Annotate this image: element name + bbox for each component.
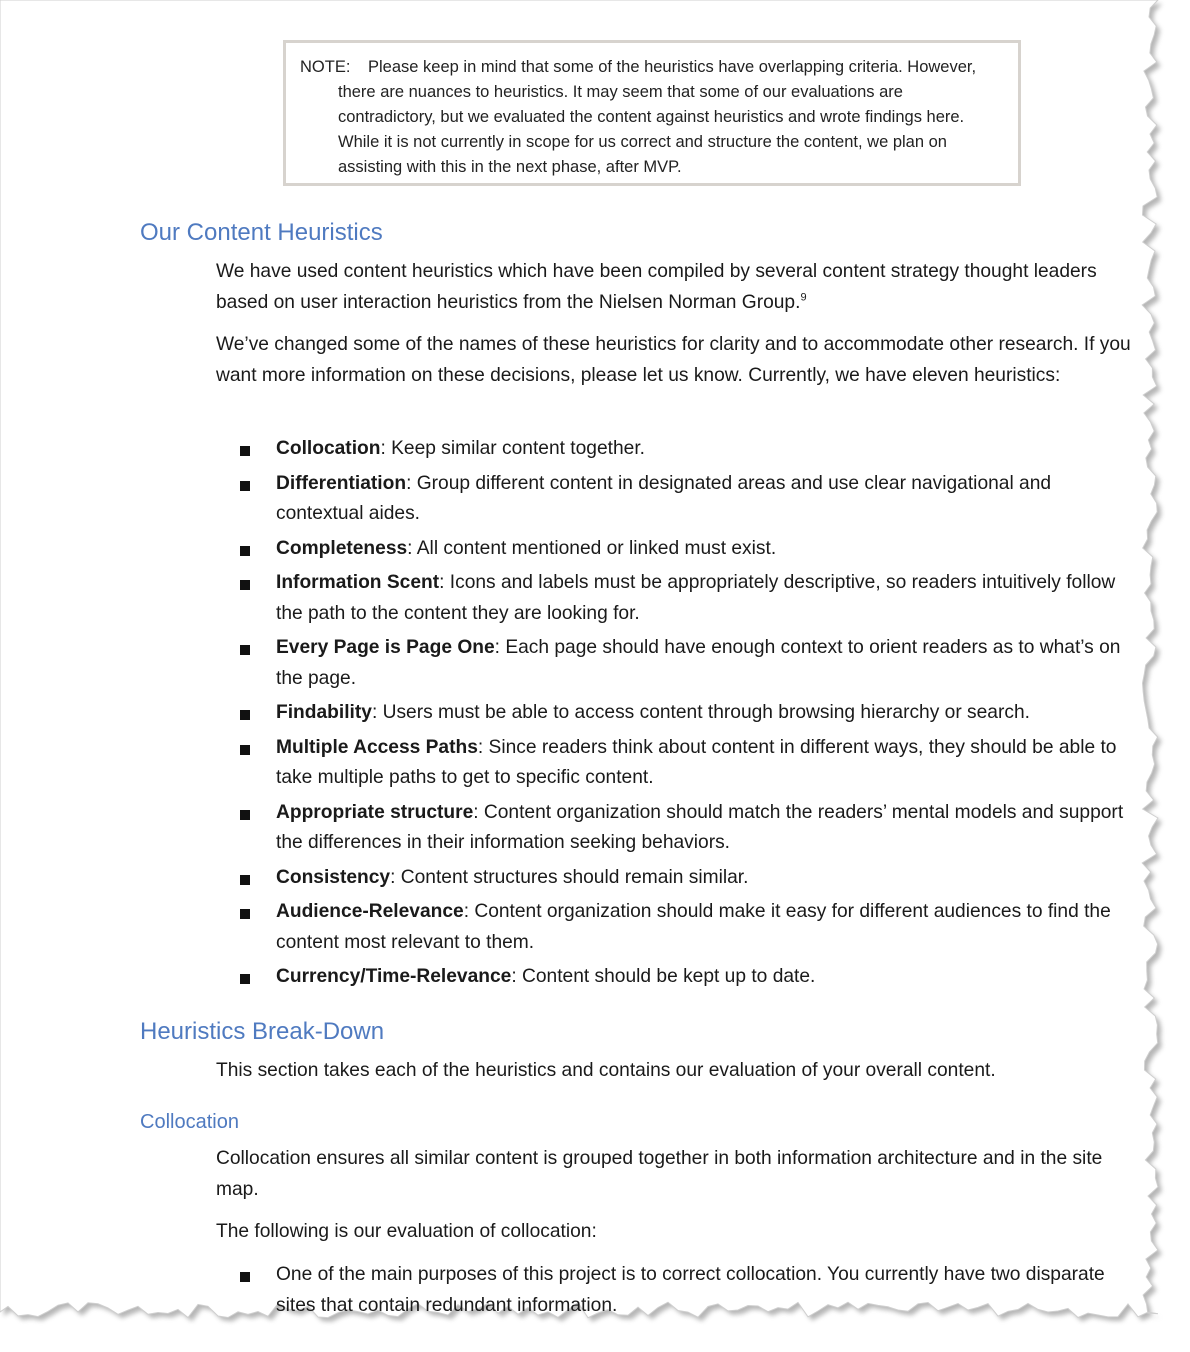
heuristic-description: : All content mentioned or linked must exist. [407,537,777,559]
intro-text: We have used content heuristics which have been compiled by several content strategy thought leaders based on user interaction heuristics from the Nielsen Norman Group. [216,261,1097,313]
heuristic-item [216,962,1131,993]
intro-paragraph [216,257,1131,318]
bullet-square-icon [240,645,250,655]
heuristic-description: : Content should be kept up to date. [511,966,816,987]
breakdown-paragraph: This section takes each of the heuristics and contains our evaluation of your overall content. [216,1060,996,1081]
heuristic-description: : Content organization should match the readers’ mental models and support the differences in their information seeking behaviors. [276,801,1124,853]
note-text: Please keep in mind that some of the heuristics have overlapping criteria. However, there are nuances to heuristics. It may seem that some of our evaluations are contradictory, but we evaluated the content against heuristics and wrote findings here. While it is not currently in scope for us correct and structure the content, we plan on assisting with this in the next phase, after MVP. [338,58,977,176]
finding-item [216,1260,1131,1321]
heuristic-item [216,733,1131,794]
note-paragraph [300,55,1004,180]
heuristic-item [216,798,1131,859]
bullet-square-icon [240,446,250,456]
heuristic-term: Differentiation [276,472,407,494]
bullet-square-icon [240,580,250,590]
heuristic-term: Currency/Time-Relevance [276,966,512,987]
bullet-square-icon [240,710,250,720]
footnote-ref[interactable]: 9 [800,291,807,304]
heuristic-item [216,863,1131,894]
bullet-square-icon [240,481,250,491]
heuristic-item [216,633,1131,694]
finding-text: One of the main purposes of this project is to correct collocation. You currently have two disparate sites that contain redundant information. [276,1264,1105,1316]
collocation-paragraph: Collocation ensures all similar content is grouped together in both information architecture and in the site map. [216,1148,1103,1200]
heuristics-list [216,434,1131,997]
heuristic-description: : Keep similar content together. [380,438,645,459]
note-box [283,40,1021,186]
bullet-square-icon [240,909,250,919]
heuristic-description: : Group different content in designated areas and use clear navigational and contextual aides. [276,472,1052,524]
heuristic-description: : Users must be able to access content through browsing hierarchy or search. [371,702,1030,723]
heuristic-item [216,698,1131,729]
bullet-square-icon [240,1272,250,1282]
heuristic-term: Appropriate structure [276,801,474,823]
heuristic-item [216,897,1131,958]
heuristic-description: : Each page should have enough context to orient readers as to what’s on the page. [276,637,1121,689]
bullet-square-icon [240,546,250,556]
evaluation-intro: The following is our evaluation of collocation: [216,1221,597,1242]
collocation-findings-list [216,1260,1131,1325]
heuristic-term: Information Scent [276,572,440,593]
heuristic-term: Every Page is Page One [276,637,495,658]
heuristic-description: : Since readers think about content in different ways, they should be able to take multiple paths to get to specific content. [276,736,1117,788]
heading-our-content-heuristics: Our Content Heuristics [140,219,383,246]
heuristic-description: : Content structures should remain similar. [390,866,749,888]
heuristic-term: Consistency [276,866,391,888]
heuristic-description: : Icons and labels must be appropriately descriptive, so readers intuitively follow the path to the content they are looking for. [276,572,1116,624]
note-label: NOTE: [300,58,351,76]
heuristic-term: Findability [276,702,372,723]
heading-heuristics-break-down: Heuristics Break-Down [140,1018,385,1045]
bullet-square-icon [240,810,250,820]
heuristic-term: Audience-Relevance [276,901,464,922]
heuristic-item [216,469,1131,530]
heuristic-term: Completeness [276,537,408,559]
changes-paragraph: We’ve changed some of the names of these heuristics for clarity and to accommodate other research. If you want more information on these decisions, please let us know. Currently, we have eleven heuristics: [216,334,1131,386]
heuristic-item [216,534,1131,565]
heuristic-term: Multiple Access Paths [276,736,478,758]
heading-collocation: Collocation [140,1111,239,1133]
heuristic-item [216,568,1131,629]
heuristic-term: Collocation [276,438,381,459]
heuristic-item [216,434,1131,465]
bullet-square-icon [240,745,250,755]
heuristic-description: : Content organization should make it easy for different audiences to find the content most relevant to them. [276,901,1111,953]
bullet-square-icon [240,974,250,984]
bullet-square-icon [240,875,250,885]
